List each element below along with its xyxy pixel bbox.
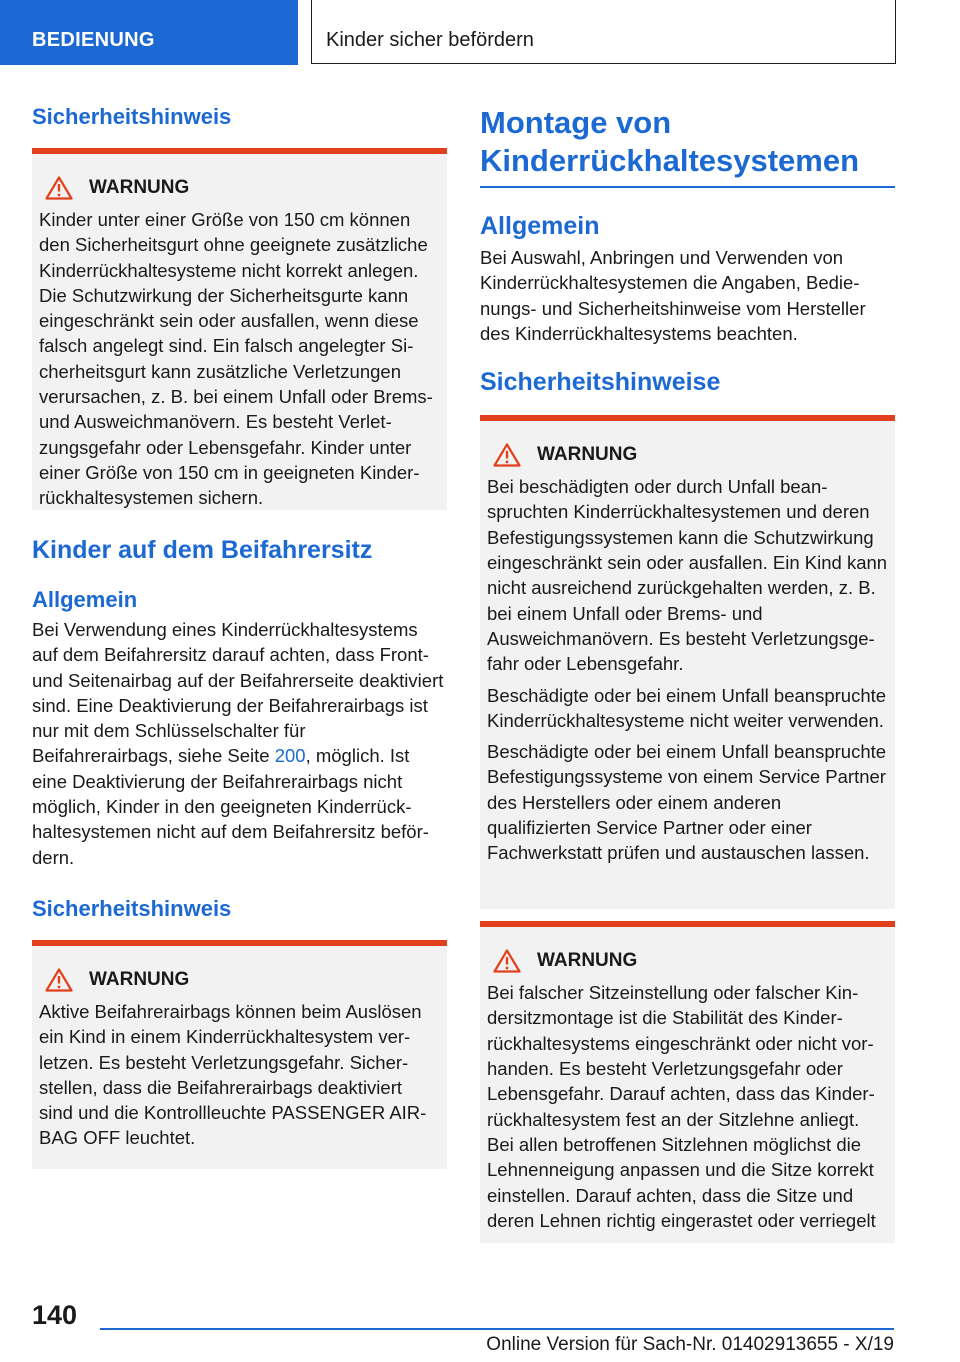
chapter-title: Kinder sicher befördern — [326, 29, 534, 51]
general-text: Bei Auswahl, Anbringen und Verwenden von Kinderrückhaltesystemen die Angaben, Bedienungs- und Sicherheitshinweise vom Hersteller des Kinderrückhaltesystems beachten. — [480, 247, 866, 344]
page-number: 140 — [32, 1300, 78, 1330]
warning-box-seat-adjust — [480, 921, 895, 1243]
front-seat-text: Bei Verwendung eines Kinderrückhaltesystems auf dem Beifahrersitz darauf achten, dass Front- und Seitenairbag auf der Beifahrerseite deaktiviert sind. Eine Deaktivierung der Beifahrerairbags ist nur mit dem Schlüsselschalter für Beifahrerairbags, siehe Seite 200, möglich. Ist eine Deaktivierung der Beifahrerairbags nicht möglich, Kinder in den geeigneten Kinderrückhaltesystemen nicht auf dem Beifahrersitz befördern. — [32, 619, 444, 868]
warning-box-height — [32, 148, 447, 510]
main-heading: Montage von Kinderrückhaltesystemen — [480, 105, 860, 178]
online-version-note: Online Version für Sach-Nr. 01402913655 - X/19 — [486, 1334, 894, 1355]
warning-text: Aktive Beifahrerairbags können beim Auslösen ein Kind in einem Kinderrückhaltesystem verletzen. Es besteht Verletzungsgefahr. Sicherstellen, dass die Beifahrerairbags deaktiviert sind und die Kontrollleuchte PASSENGER AIRBAG OFF leuchtet. — [39, 1000, 427, 1149]
right-column — [480, 104, 895, 1243]
heading-rule — [480, 186, 895, 188]
warning-triangle-icon — [493, 443, 521, 467]
warning-triangle-icon — [45, 968, 73, 992]
warning-box-damaged — [480, 415, 895, 909]
warning-title: WARNUNG — [493, 949, 888, 973]
warning-text: Kinder unter einer Größe von 150 cm können den Sicherheitsgurt ohne geeignete zusätzliche Kinderrückhaltesysteme nicht korrekt anlegen. Die Schutzwirkung der Sicherheitsgurte kann eingeschränkt sein oder ausfallen, wenn diese falsch angelegt sind. Ein falsch angelegter Sicherheitsgurt kann zusätzliche Verletzungen verursachen, z. B. bei einem Unfall oder Brems- und Ausweichmanövern. Es besteht Verletzungsgefahr oder Lebensgefahr. Kinder unter einer Größe von 150 cm in geeigneten Kinderrückhaltesystemen sichern. — [39, 209, 433, 509]
warning-title: WARNUNG — [45, 176, 440, 200]
left-column — [32, 104, 447, 1169]
subheading-general: Allgemein — [480, 212, 600, 240]
warning-title: WARNUNG — [45, 968, 440, 992]
section-heading-safety: Sicherheitshinweise — [480, 368, 721, 397]
warning-paragraph: Beschädigte oder bei einem Unfall beanspruchte Kinderrückhaltesysteme nicht weiter verwenden. — [487, 684, 887, 731]
page-link[interactable]: 200 — [274, 745, 306, 767]
chapter-header — [311, 0, 896, 64]
warning-paragraph: Bei beschädigten oder durch Unfall beanspruchten Kinderrückhaltesystemen und deren Befestigungssystemen kann die Schutzwirkung eingeschränkt sein oder ausfallen. Ein Kind kann nicht ausreichend zurückgehalten werden, z. B. bei einem Unfall oder Brems- und Ausweichmanövern. Es besteht Verletzungsgefahr oder Lebensgefahr. — [487, 476, 888, 675]
warning-box-airbag — [32, 940, 447, 1169]
footer-rule — [100, 1328, 894, 1330]
section-heading-safety: Sicherheitshinweis — [32, 104, 232, 129]
section-tab-label: BEDIENUNG — [32, 29, 155, 51]
section-tab — [0, 0, 298, 65]
warning-triangle-icon — [493, 949, 521, 973]
warning-text: Bei falscher Sitzeinstellung oder falscher Kindersitzmontage ist die Stabilität des Kinderrückhaltesystems eingeschränkt oder nicht vorhanden. Es besteht Verletzungsgefahr oder Lebensgefahr. Darauf achten, dass das Kinderrückhaltesystem fest an der Sitzlehne anliegt. Bei allen betroffenen Sitzlehnen möglichst die Lehnenneigung anpassen und die Sitze korrekt einstellen. Darauf achten, dass die Sitze und deren Lehnen richtig eingerastet oder verriegelt — [487, 982, 876, 1231]
warning-paragraph: Beschädigte oder bei einem Unfall beanspruchte Befestigungssysteme von einem Service Partner des Herstellers oder einem anderen qualifizierten Service Partner oder einer Fachwerkstatt prüfen und austauschen lassen. — [487, 741, 887, 864]
subheading-general: Allgemein — [32, 587, 138, 612]
section-heading-front-seat: Kinder auf dem Beifahrersitz — [32, 536, 373, 564]
warning-triangle-icon — [45, 176, 73, 200]
section-heading-safety-2: Sicherheitshinweis — [32, 895, 232, 921]
warning-title: WARNUNG — [493, 443, 888, 467]
